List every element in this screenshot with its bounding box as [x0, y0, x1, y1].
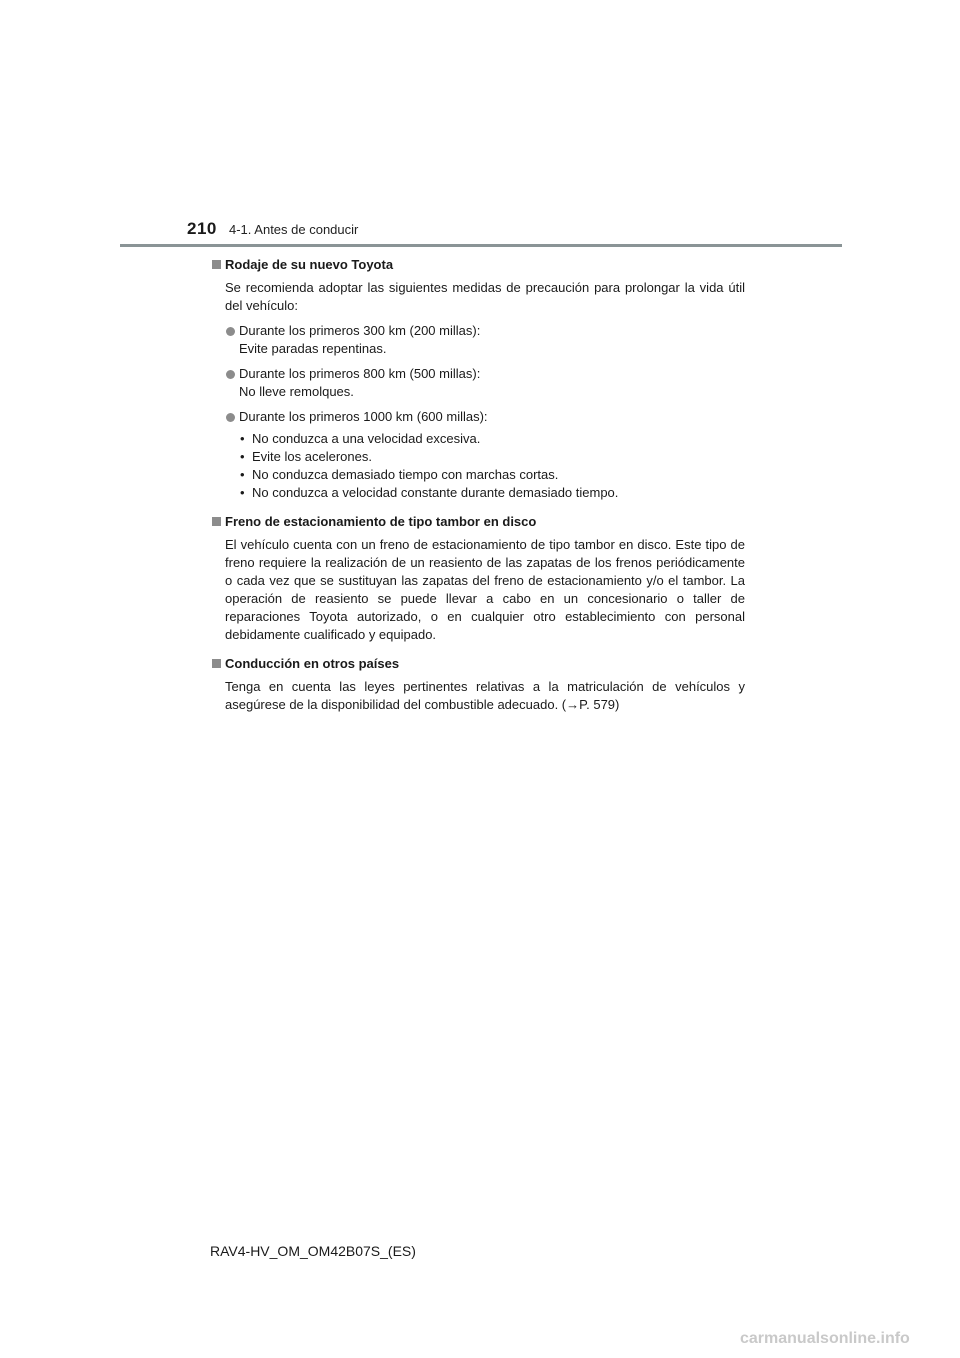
section-heading-text: Rodaje de su nuevo Toyota [225, 257, 394, 272]
sub-list-item: • No conduzca a velocidad constante durante demasiado tiempo. [240, 484, 745, 502]
list-item-line: Durante los primeros 300 km (200 millas): [239, 323, 481, 338]
list-item [210, 408, 745, 502]
circle-bullet-icon [226, 370, 235, 379]
sub-list-item: • No conduzca demasiado tiempo con marchas cortas. [240, 466, 745, 484]
section-break-in [210, 256, 745, 502]
sub-list [239, 430, 745, 502]
list-item [210, 365, 745, 401]
circle-bullet-icon [226, 327, 235, 336]
section-heading [210, 655, 745, 673]
list-item-line: Durante los primeros 1000 km (600 millas): [239, 409, 488, 424]
section-paragraph: El vehículo cuenta con un freno de estacionamiento de tipo tambor en disco. Este tipo de freno requiere la realización de un reasiento de las zapatas de los frenos periódicamente o cada vez que se sustituyan las zapatas del freno de estacionamiento y/o el tambor. La operación de reasiento se puede llevar a cabo en un concesionario o taller de reparaciones Toyota autorizado, o en cualquier otro establecimiento con personal debidamente cualificado y equipado. [225, 537, 745, 642]
list-item [210, 322, 745, 358]
sub-list-item: • Evite los acelerones. [240, 448, 745, 466]
document-code: RAV4-HV_OM_OM42B07S_(ES) [210, 1243, 416, 1259]
page-number: 210 [187, 219, 217, 238]
content [210, 256, 745, 725]
circle-bullet-icon [226, 413, 235, 422]
square-bullet-icon [212, 659, 221, 668]
section-heading-text: Freno de estacionamiento de tipo tambor en disco [225, 514, 537, 529]
section-title: 4-1. Antes de conducir [229, 222, 359, 237]
section-other-countries [210, 655, 745, 714]
square-bullet-icon [212, 517, 221, 526]
header-rule [120, 244, 842, 247]
list-item-line: Evite paradas repentinas. [239, 341, 387, 356]
section-paragraph: Tenga en cuenta las leyes pertinentes relativas a la matriculación de vehículos y asegúrese de la disponibilidad del combustible adecuado. (→P. 579) [225, 679, 745, 712]
section-heading [210, 513, 745, 531]
sub-list-item: • No conduzca a una velocidad excesiva. [240, 430, 745, 448]
section-parking-brake [210, 513, 745, 644]
square-bullet-icon [212, 260, 221, 269]
list-item-line: Durante los primeros 800 km (500 millas): [239, 366, 481, 381]
section-heading-text: Conducción en otros países [225, 656, 400, 671]
section-paragraph: Se recomienda adoptar las siguientes medidas de precaución para prolongar la vida útil del vehículo: [225, 280, 745, 313]
watermark: carmanualsonline.info [740, 1330, 910, 1347]
list-item-line: No lleve remolques. [239, 384, 354, 399]
section-heading [210, 256, 745, 274]
